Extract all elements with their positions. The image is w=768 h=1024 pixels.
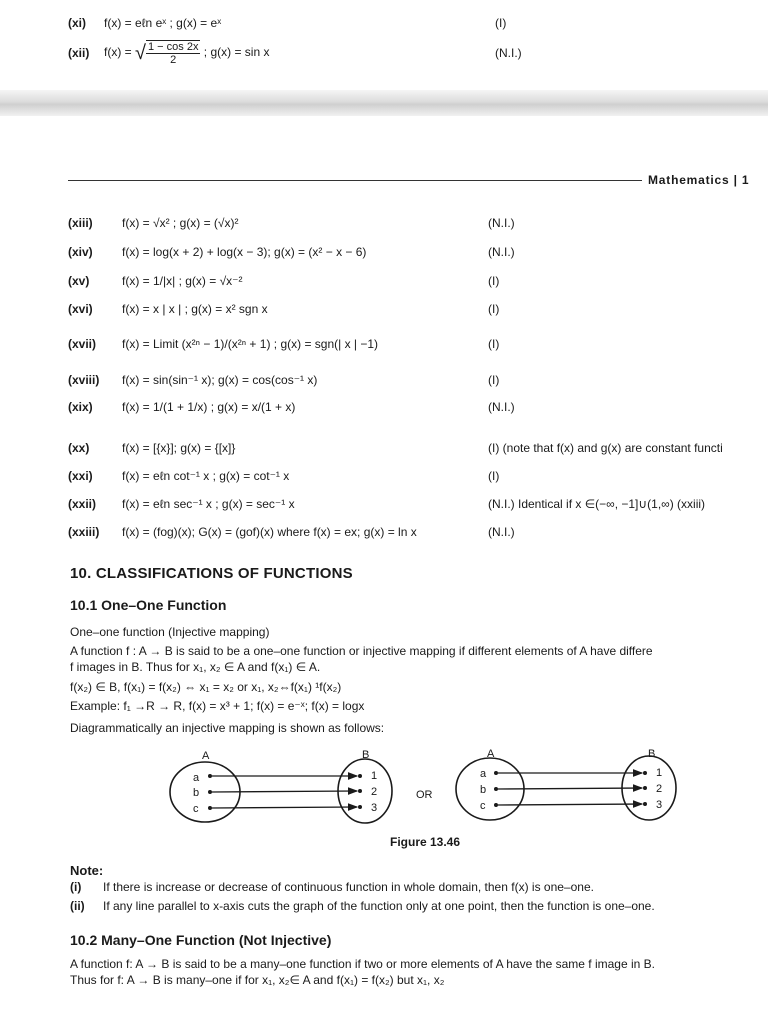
row-expression: f(x) = log(x + 2) + log(x − 3); g(x) = (x² − x − 6) bbox=[122, 245, 367, 259]
row-tag: (I) bbox=[488, 302, 500, 316]
left-arrow-2 bbox=[212, 791, 357, 792]
row-tag: (I) bbox=[488, 274, 500, 288]
or-label: OR bbox=[416, 789, 433, 801]
left-set-b-label: B bbox=[362, 749, 370, 761]
row-tag: (I) bbox=[488, 469, 500, 483]
row-label: (xviii) bbox=[68, 373, 100, 387]
section-title: 10. CLASSIFICATIONS OF FUNCTIONS bbox=[70, 565, 353, 582]
note-item-text-2: If any line parallel to x-axis cuts the graph of the function only at one point, then the function is one–one. bbox=[103, 899, 655, 913]
row-label: (xiv) bbox=[68, 245, 93, 259]
note-item-number-2: (ii) bbox=[70, 899, 85, 913]
right-set-a-label: A bbox=[487, 748, 495, 760]
note-item-text-1: If there is increase or decrease of continuous function in whole domain, then f(x) is one–one. bbox=[103, 880, 594, 894]
row-tag: (N.I.) bbox=[488, 245, 515, 259]
right-arrow-2 bbox=[498, 788, 642, 789]
row-expression: f(x) = x | x | ; g(x) = x² sgn x bbox=[122, 302, 268, 316]
row-tag: (N.I.) bbox=[488, 525, 515, 539]
left-mapping-diagram bbox=[170, 749, 392, 823]
subsection-title-many-one: 10.2 Many–One Function (Not Injective) bbox=[70, 932, 332, 948]
row-tag-xi: (I) bbox=[495, 16, 507, 30]
page-gutter bbox=[0, 90, 768, 116]
note-item-number-1: (i) bbox=[70, 880, 82, 894]
right-b-element-2: 2 bbox=[656, 783, 663, 795]
subsection-title-one-one: 10.1 One–One Function bbox=[70, 597, 227, 613]
paragraph-definition-line2: f images in B. Thus for x₁, x₂ ∈ A and f(x₁) ∈ A. bbox=[70, 660, 321, 674]
row-expression: f(x) = (fog)(x); G(x) = (gof)(x) where f(x) = ex; g(x) = ln x bbox=[122, 525, 417, 539]
row-expression: f(x) = Limit (x²ⁿ − 1)/(x²ⁿ + 1) ; g(x) = sgn(| x | −1) bbox=[122, 337, 379, 351]
row-tag: (N.I.) bbox=[488, 216, 515, 230]
figure-caption: Figure 13.46 bbox=[390, 835, 461, 849]
fraction-numerator: 1 − cos 2x bbox=[148, 40, 199, 53]
header-rule bbox=[68, 180, 642, 181]
paragraph-example: Example: f₁ →R → R, f(x) = x³ + 1; f(x) = e⁻ˣ; f(x) = logx bbox=[70, 699, 365, 713]
row-label: (xxi) bbox=[68, 469, 93, 483]
right-b-element-3: 3 bbox=[656, 799, 663, 811]
row-label-xii: (xii) bbox=[68, 46, 90, 60]
paragraph-many-one-line2: Thus for f: A → B is many–one if for x₁, x₂∈ A and f(x₁) = f(x₂) but x₁, x₂ bbox=[70, 973, 445, 987]
row-tag: (I) bbox=[488, 373, 500, 387]
row-tag: (N.I.) bbox=[488, 400, 515, 414]
left-a-element-1: a bbox=[193, 772, 200, 784]
right-a-element-2: b bbox=[480, 784, 487, 796]
sqrt-icon: √ bbox=[135, 41, 146, 64]
left-set-a-label: A bbox=[202, 750, 210, 762]
fx-text: f(x) = bbox=[104, 45, 132, 59]
row-label: (xxii) bbox=[68, 497, 97, 511]
row-label: (xix) bbox=[68, 400, 93, 414]
row-label: (xvi) bbox=[68, 302, 93, 316]
row-label: (xvii) bbox=[68, 337, 97, 351]
fraction-denominator: 2 bbox=[170, 53, 177, 66]
row-tag: (I) bbox=[488, 337, 500, 351]
gx-text: ; g(x) = sin x bbox=[203, 45, 270, 59]
right-a-element-1: a bbox=[480, 768, 487, 780]
paragraph-definition-line1: A function f : A → B is said to be a one–one function or injective mapping if different elements of A have differe bbox=[70, 644, 653, 658]
right-set-b-label: B bbox=[648, 748, 656, 760]
row-tag: (I) (note that f(x) and g(x) are constant functi bbox=[488, 441, 723, 455]
paragraph-many-one-line1: A function f: A → B is said to be a many–one function if two or more elements of A have the same f image in B. bbox=[70, 957, 655, 971]
right-mapping-diagram bbox=[456, 748, 676, 820]
left-b-element-3: 3 bbox=[371, 802, 378, 814]
row-label-xi: (xi) bbox=[68, 16, 86, 30]
left-a-element-3: c bbox=[193, 803, 199, 815]
paragraph-condition: f(x₂) ∈ B, f(x₁) = f(x₂) ⇔ x₁ = x₂ or x₁, x₂⇔f(x₁) ¹f(x₂) bbox=[70, 680, 342, 694]
row-label: (xiii) bbox=[68, 216, 93, 230]
row-expression: f(x) = 1/(1 + 1/x) ; g(x) = x/(1 + x) bbox=[122, 400, 296, 414]
note-title: Note: bbox=[70, 863, 104, 878]
row-expression: f(x) = sin(sin⁻¹ x); g(x) = cos(cos⁻¹ x) bbox=[122, 373, 318, 387]
row-label: (xv) bbox=[68, 274, 90, 288]
row-expression: f(x) = eℓn cot⁻¹ x ; g(x) = cot⁻¹ x bbox=[122, 469, 290, 483]
row-tag-xii: (N.I.) bbox=[495, 46, 522, 60]
right-b-element-1: 1 bbox=[656, 767, 663, 779]
row-expr-xi: f(x) = eℓn eˣ ; g(x) = eˣ bbox=[104, 16, 222, 30]
row-expression: f(x) = √x² ; g(x) = (√x)² bbox=[122, 216, 239, 230]
left-b-element-1: 1 bbox=[371, 770, 378, 782]
row-tag: (N.I.) Identical if x ∈(−∞, −1]∪(1,∞) (xxiii) bbox=[488, 497, 706, 511]
fraction bbox=[146, 40, 200, 66]
row-expression: f(x) = [{x}]; g(x) = {[x]} bbox=[122, 441, 236, 455]
running-head: Mathematics | 1 bbox=[648, 173, 750, 187]
row-label: (xx) bbox=[68, 441, 90, 455]
paragraph-diagram-intro: Diagrammatically an injective mapping is shown as follows: bbox=[70, 721, 385, 735]
injective-mapping-figure bbox=[150, 745, 720, 840]
left-a-element-2: b bbox=[193, 787, 200, 799]
right-a-element-3: c bbox=[480, 800, 486, 812]
row-expression: f(x) = 1/|x| ; g(x) = √x⁻² bbox=[122, 274, 243, 288]
row-expression: f(x) = eℓn sec⁻¹ x ; g(x) = sec⁻¹ x bbox=[122, 497, 295, 511]
row-label: (xxiii) bbox=[68, 525, 100, 539]
row-expr-xii bbox=[104, 38, 269, 67]
left-b-element-2: 2 bbox=[371, 786, 378, 798]
paragraph-injective: One–one function (Injective mapping) bbox=[70, 625, 270, 639]
left-arrow-3 bbox=[212, 807, 357, 808]
